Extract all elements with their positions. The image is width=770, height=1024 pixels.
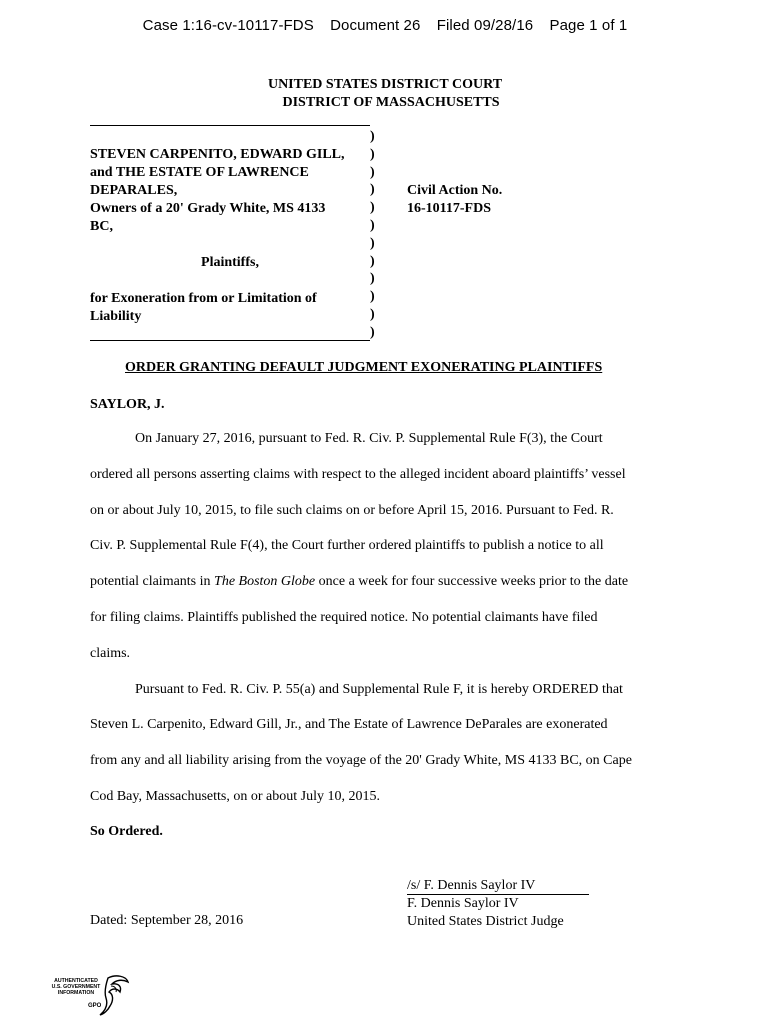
- seal-gpo-label: GPO: [88, 1003, 102, 1009]
- signature-block: [407, 877, 589, 931]
- page-indicator: Page 1 of 1: [549, 17, 628, 34]
- body-line: claims.: [90, 645, 131, 661]
- case-caption: [90, 146, 380, 326]
- body-line: Steven L. Carpenito, Edward Gill, Jr., and The Estate of Lawrence DeParales are exonerated: [90, 717, 608, 733]
- caption-purpose-line: for Exoneration from or Limitation of: [90, 291, 317, 306]
- civil-action: [407, 182, 502, 218]
- caption-party-line: Owners of a 20' Grady White, MS 4133: [90, 201, 326, 216]
- court-heading: [0, 76, 770, 112]
- civil-action-label: Civil Action No.: [407, 183, 503, 198]
- court-name: UNITED STATES DISTRICT COURT: [267, 77, 503, 92]
- ecf-header: [0, 17, 770, 34]
- caption-bottom-rule: [90, 340, 370, 341]
- signer-name: F. Dennis Saylor IV: [407, 896, 519, 911]
- caption-party-line: and THE ESTATE OF LAWRENCE: [90, 165, 309, 180]
- document-number: Document 26: [330, 17, 421, 34]
- civil-action-number: 16-10117-FDS: [407, 201, 491, 216]
- caption-party-line: STEVEN CARPENITO, EDWARD GILL,: [90, 147, 345, 162]
- so-ordered: So Ordered.: [90, 824, 163, 839]
- caption-role: Plaintiffs,: [201, 255, 259, 270]
- signature-line: /s/ F. Dennis Saylor IV: [407, 878, 589, 895]
- body-line: Pursuant to Fed. R. Civ. P. 55(a) and Supplemental Rule F, it is hereby ORDERED that: [135, 681, 623, 697]
- body-line: from any and all liability arising from the voyage of the 20' Grady White, MS 4133 BC, on Cape: [90, 753, 632, 769]
- signer-title: United States District Judge: [407, 914, 564, 929]
- caption-party-line: DEPARALES,: [90, 183, 178, 198]
- court-district: DISTRICT OF MASSACHUSETTS: [282, 95, 500, 110]
- caption-party-line: BC,: [90, 219, 113, 234]
- dated-line: Dated: September 28, 2016: [90, 913, 244, 928]
- seal-text: AUTHENTICATED U.S. GOVERNMENT INFORMATION: [51, 978, 101, 997]
- body-line: on or about July 10, 2015, to file such claims on or before April 15, 2016. Pursuant to Fed. R.: [90, 502, 614, 518]
- body-line: Civ. P. Supplemental Rule F(4), the Court further ordered plaintiffs to publish a notice to all: [90, 538, 604, 554]
- gpo-authentication-seal: [44, 974, 134, 1016]
- body-line: for filing claims. Plaintiffs published the required notice. No potential claimants have filed: [90, 609, 598, 625]
- order-title: ORDER GRANTING DEFAULT JUDGMENT EXONERATING PLAINTIFFS: [125, 360, 603, 375]
- caption-top-rule: [90, 125, 370, 126]
- caption-parentheses: ) ) ) ) ) ) ) ) ) ) ) ): [370, 129, 375, 340]
- body-line: Cod Bay, Massachusetts, on or about July 10, 2015.: [90, 788, 380, 804]
- body-line: potential claimants in The Boston Globe once a week for four successive weeks prior to the date: [90, 574, 629, 590]
- case-number: Case 1:16-cv-10117-FDS: [142, 17, 314, 34]
- judge-name: SAYLOR, J.: [90, 397, 165, 412]
- caption-purpose-line: Liability: [90, 309, 142, 324]
- body-line: ordered all persons asserting claims with respect to the alleged incident aboard plaintiffs’ vessel: [90, 466, 626, 482]
- filed-date: Filed 09/28/16: [436, 17, 534, 34]
- order-body: [90, 421, 690, 815]
- eagle-icon: [98, 974, 130, 1016]
- body-line: On January 27, 2016, pursuant to Fed. R. Civ. P. Supplemental Rule F(3), the Court: [135, 431, 603, 446]
- newspaper-title: The Boston Globe: [214, 574, 316, 590]
